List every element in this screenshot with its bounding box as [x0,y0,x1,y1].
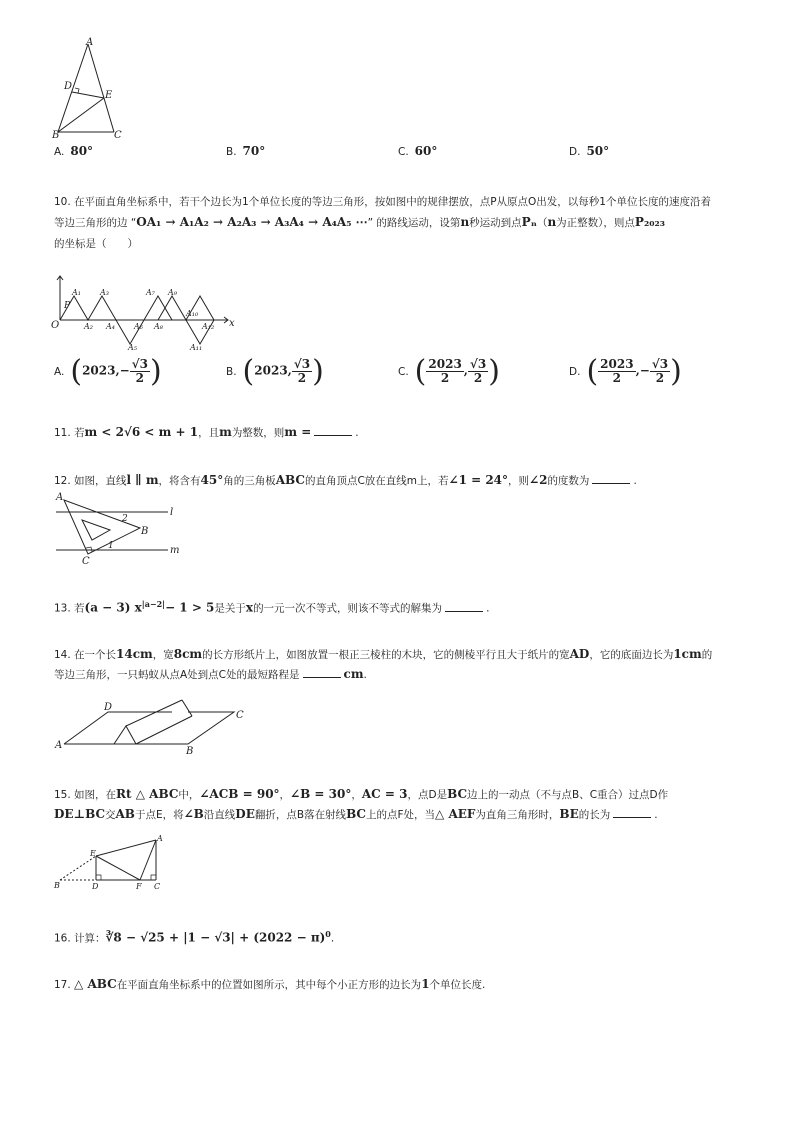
svg-text:D: D [104,702,113,713]
q9-option-b[interactable] [226,144,265,158]
svg-text:1: 1 [108,541,114,551]
svg-text:B: B [54,881,60,890]
svg-text:E: E [90,849,96,858]
svg-text:A: A [56,492,64,503]
q16-text: 16. 计算：∛8 − $√25 + |1 - √3| + (2022 - \pi)^0$. [54,929,335,945]
q15-answer-blank[interactable] [613,807,651,818]
svg-text:A₅: A₅ [128,343,137,352]
svg-text:A₁₀: A₁₀ [186,309,199,318]
q14-answer-blank[interactable] [303,667,341,678]
q12-parallel-lines-figure [52,490,182,566]
svg-text:A₁: A₁ [72,288,81,297]
svg-text:m: m [170,545,180,556]
q12-text: 12. 如图，直线l ∥ m，将含有45°角的三角板ABC的直角顶点C放在直线m上，若∠1 = 24°，则∠2的度数为 . [54,473,637,487]
option-value: 60° [414,144,438,158]
q13-text: 13. 若(a − 3) $x^{|a-2|}- 1 > 5$是关于x的一元一次不等式，则该不等式的解集为 . [54,599,490,615]
option-letter: A. [54,146,65,158]
svg-text:P: P [64,301,71,311]
option-value: 70° [242,144,266,158]
q9-triangle-figure [48,34,138,142]
svg-text:A₁₂: A₁₂ [202,322,215,331]
svg-text:A: A [157,834,163,843]
option-letter: B. [226,146,237,158]
svg-text:l: l [170,507,174,518]
svg-text:A₆: A₆ [134,322,143,331]
svg-text:A₄: A₄ [106,322,115,331]
option-value: 80° [70,144,94,158]
svg-text:A₃: A₃ [100,288,109,297]
option-letter: D. [569,146,581,158]
q10-text-line1: 10. 在平面直角坐标系中，若干个边长为1个单位长度的等边三角形，按如图中的规律摆放，点P从原点O出发，以每秒1个单位长度的速度沿着 [54,196,711,208]
svg-text:C: C [236,710,244,721]
q14-prism-figure [52,696,252,758]
svg-text:O: O [51,320,60,331]
q9-option-a[interactable] [54,144,93,158]
svg-text:2: 2 [122,514,128,524]
svg-text:C: C [82,556,90,566]
q12-answer-blank[interactable] [592,473,630,484]
q14-text-line2: 等边三角形，一只蚂蚁从点A处到点C处的最短路程是 cm. [54,667,367,681]
q10-option-d[interactable]: D. ( $\frac{2023}{2}$ ,− $\frac{√3}{2}$ ) [569,354,682,389]
q17-text: 17. △ ABC在平面直角坐标系中的位置如图所示，其中每个小正方形的边长为1个单位长度. [54,977,486,991]
svg-text:A₉: A₉ [168,288,177,297]
q9-label-d: D [64,81,73,92]
svg-text:A₇: A₇ [146,288,155,297]
svg-text:D: D [92,882,99,891]
svg-text:F: F [136,882,142,891]
q10-option-b[interactable]: B. (2023, $\frac{√3}{2}$ ) [226,354,324,389]
svg-text:B: B [141,526,149,537]
q9-label-a: A [86,37,94,48]
q11-text: 11. 若m < 2√6 < m + 1，且m为整数，则m = . [54,425,359,439]
q15-text-line1: 15. 如图，在Rt △ ABC中，∠ACB = 90°，∠B = 30°，AC = 3，点D是BC边上的一动点（不与点B、C重合）过点D作 [54,787,669,801]
q9-option-d[interactable] [569,144,609,158]
q15-text-line2: DE⊥BC交AB于点E，将∠B沿直线DE翻折，点B落在射线BC上的点F处，当△ AEF为直角三角形时，BE的长为 . [54,807,658,821]
svg-text:x: x [229,318,235,329]
q15-fold-triangle-figure [52,832,172,892]
q14-text-line1: 14. 在一个长14cm，宽8cm的长方形纸片上，如图放置一根正三棱柱的木块，它的侧棱平行且大于纸片的宽AD，它的底面边长为1cm的 [54,647,713,661]
svg-text:A₈: A₈ [154,322,163,331]
q10-text-line3: 的坐标是（ ） [54,238,138,250]
q9-label-e: E [105,90,113,101]
q10-text-line2: 等边三角形的边 “OA₁ → A₁A₂ → A₂A₃ → A₃A₄ → A₄A₅ ⋯” 的路线运动，设第n秒运动到点Pₙ（n为正整数），则点P₂₀₂₃ [54,215,665,229]
q13-answer-blank[interactable] [445,601,483,612]
q10-option-c[interactable]: C. ( $\frac{2023}{2}$ , $\frac{√3}{2}$ ) [398,354,500,389]
q10-path-expr: OA₁ → A₁A₂ → A₂A₃ → A₃A₄ → A₄A₅ ⋯ [136,215,368,229]
q10-option-a[interactable]: A. (2023,− $\frac{√3}{2}$ ) [54,354,162,389]
option-value: 50° [586,144,610,158]
q10-zigzag-figure [50,268,240,352]
svg-text:A: A [55,740,63,751]
q9-label-c: C [114,130,122,141]
svg-text:A₂: A₂ [84,322,93,331]
svg-text:B: B [186,746,194,757]
q9-label-b: B [52,130,60,141]
option-letter: C. [398,146,409,158]
q9-option-c[interactable] [398,144,437,158]
svg-text:A₁₁: A₁₁ [190,343,203,352]
svg-text:C: C [154,882,161,891]
q11-answer-blank[interactable] [314,425,352,436]
